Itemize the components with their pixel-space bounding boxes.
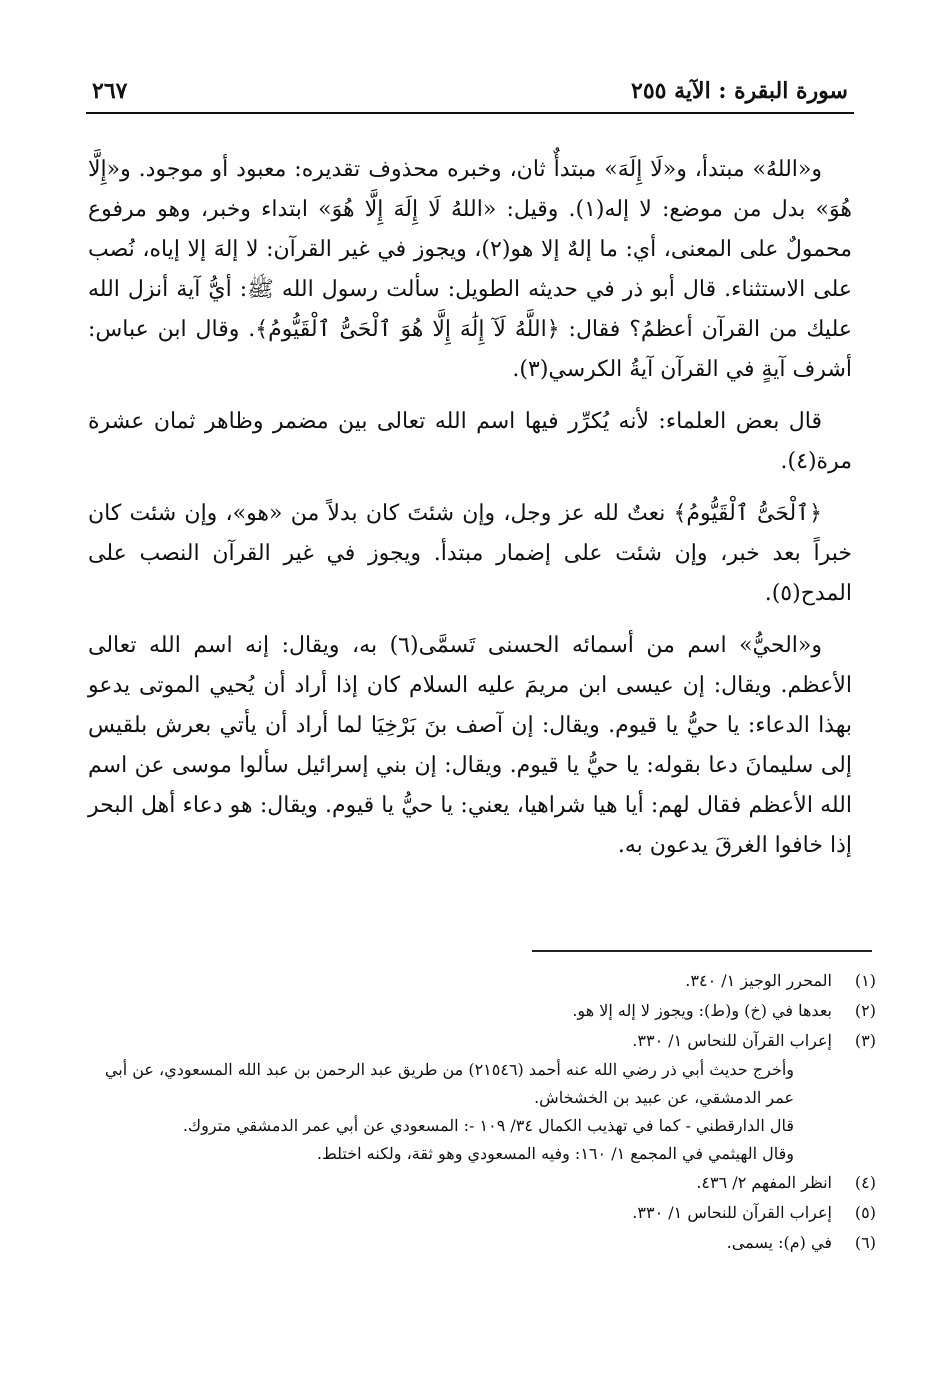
footnote-1	[90, 966, 876, 996]
footnote-text: إعراب القرآن للنحاس ١/ ٣٣٠.	[632, 1031, 832, 1050]
footnote-6	[90, 1228, 876, 1258]
paragraph-2: قال بعض العلماء: لأنه يُكرِّر فيها اسم الله تعالى بين مضمر وظاهر ثمان عشرة مرة(٤).	[88, 409, 852, 474]
footnotes	[90, 966, 876, 1258]
footnote-3-details	[90, 1056, 876, 1168]
main-text	[88, 150, 852, 878]
footnote-3-line: قال الدارقطني - كما في تهذيب الكمال ٣٤/ ١٠٩ -: المسعودي عن أبي عمر الدمشقي متروك.	[182, 1116, 794, 1135]
header-divider	[86, 112, 854, 114]
footnote-text: في (م): يسمى.	[726, 1233, 832, 1252]
footnote-5	[90, 1198, 876, 1228]
footnote-2	[90, 996, 876, 1026]
footnote-3-line: وأخرج حديث أبي ذر رضي الله عنه أحمد (٢١٥٤٦) من طريق عبد الرحمن بن عبد الله المسعودي، عن أبي عمر الدمشقي، عن عبيد بن الخشخاش.	[104, 1060, 794, 1107]
page-header	[92, 68, 848, 104]
footnote-4	[90, 1168, 876, 1198]
footnote-text: بعدها في (خ) و(ط): ويجوز لا إله إلا هو.	[572, 1001, 832, 1020]
footnote-number: (٦)	[854, 1233, 876, 1252]
footnote-3-line: وقال الهيثمي في المجمع ١/ ١٦٠: وفيه المسعودي وهو ثقة، ولكنه اختلط.	[316, 1144, 794, 1163]
footnote-number: (٥)	[854, 1203, 876, 1222]
footnote-number: (٣)	[854, 1031, 876, 1050]
running-title: سورة البقرة : الآية ٢٥٥	[631, 78, 848, 104]
paragraph-4: و«الحيُّ» اسم من أسمائه الحسنى تَسمَّى(٦) به، ويقال: إنه اسم الله تعالى الأعظم. ويقال: إن عيسى ابن مريمَ عليه السلام كان إذا أراد أن يُحيي الموتى يدعو بهذا الدعاء: يا حيُّ يا قيوم. ويقال: إن آصف بنَ بَرْخِيَا لما أراد أن يأتي بعرش بلقيس إلى سليمانَ دعا بقوله: يا حيُّ يا قيوم. ويقال: إن بني إسرائيل سألوا موسى عن اسم الله الأعظم فقال لهم: أيا هيا شراهيا، يعني: يا حيُّ يا قيوم. ويقال: هو دعاء أهل البحر إذا خافوا الغرقَ يدعون به.	[88, 633, 852, 858]
paragraph-1: و«اللهُ» مبتدأ، و«لَا إِلَهَ» مبتدأٌ ثان، وخبره محذوف تقديره: معبود أو موجود. و«إِلَّا هُوَ» بدل من موضع: لا إله(١). وقيل: «اللهُ لَا إِلَهَ إِلَّا هُوَ» ابتداء وخبر، وهو مرفوع محمولٌ على المعنى، أي: ما إلهٌ إلا هو(٢)، ويجوز في غير القرآن: لا إلهَ إلا إياه، نُصب على الاستثناء. قال أبو ذر في حديثه الطويل: سألت رسول الله ﷺ: أيُّ آية أنزل الله عليك من القرآن أعظمُ؟ فقال: ﴿اللَّهُ لَآ إِلَٰهَ إِلَّا هُوَ ٱلْحَىُّ ٱلْقَيُّومُ﴾. وقال ابن عباس: أشرف آيةٍ في القرآن آيةُ الكرسي(٣).	[88, 157, 852, 382]
footnote-text: إعراب القرآن للنحاس ١/ ٣٣٠.	[632, 1203, 832, 1222]
footnote-divider	[532, 950, 872, 952]
footnote-3	[90, 1026, 876, 1056]
page-number: ٢٦٧	[92, 78, 128, 104]
footnote-text: انظر المفهم ٢/ ٤٣٦.	[696, 1173, 832, 1192]
footnote-text: المحرر الوجيز ١/ ٣٤٠.	[685, 971, 832, 990]
footnote-number: (٢)	[854, 1001, 876, 1020]
footnote-number: (١)	[854, 971, 876, 990]
footnote-number: (٤)	[854, 1173, 876, 1192]
paragraph-3: ﴿ٱلْحَىُّ ٱلْقَيُّومُ﴾ نعتٌ لله عز وجل، وإن شئتَ كان بدلاً من «هو»، وإن شئت كان خبراً بعد خبر، وإن شئت على إضمار مبتدأ. ويجوز في غير القرآن النصب على المدح(٥).	[88, 501, 852, 606]
